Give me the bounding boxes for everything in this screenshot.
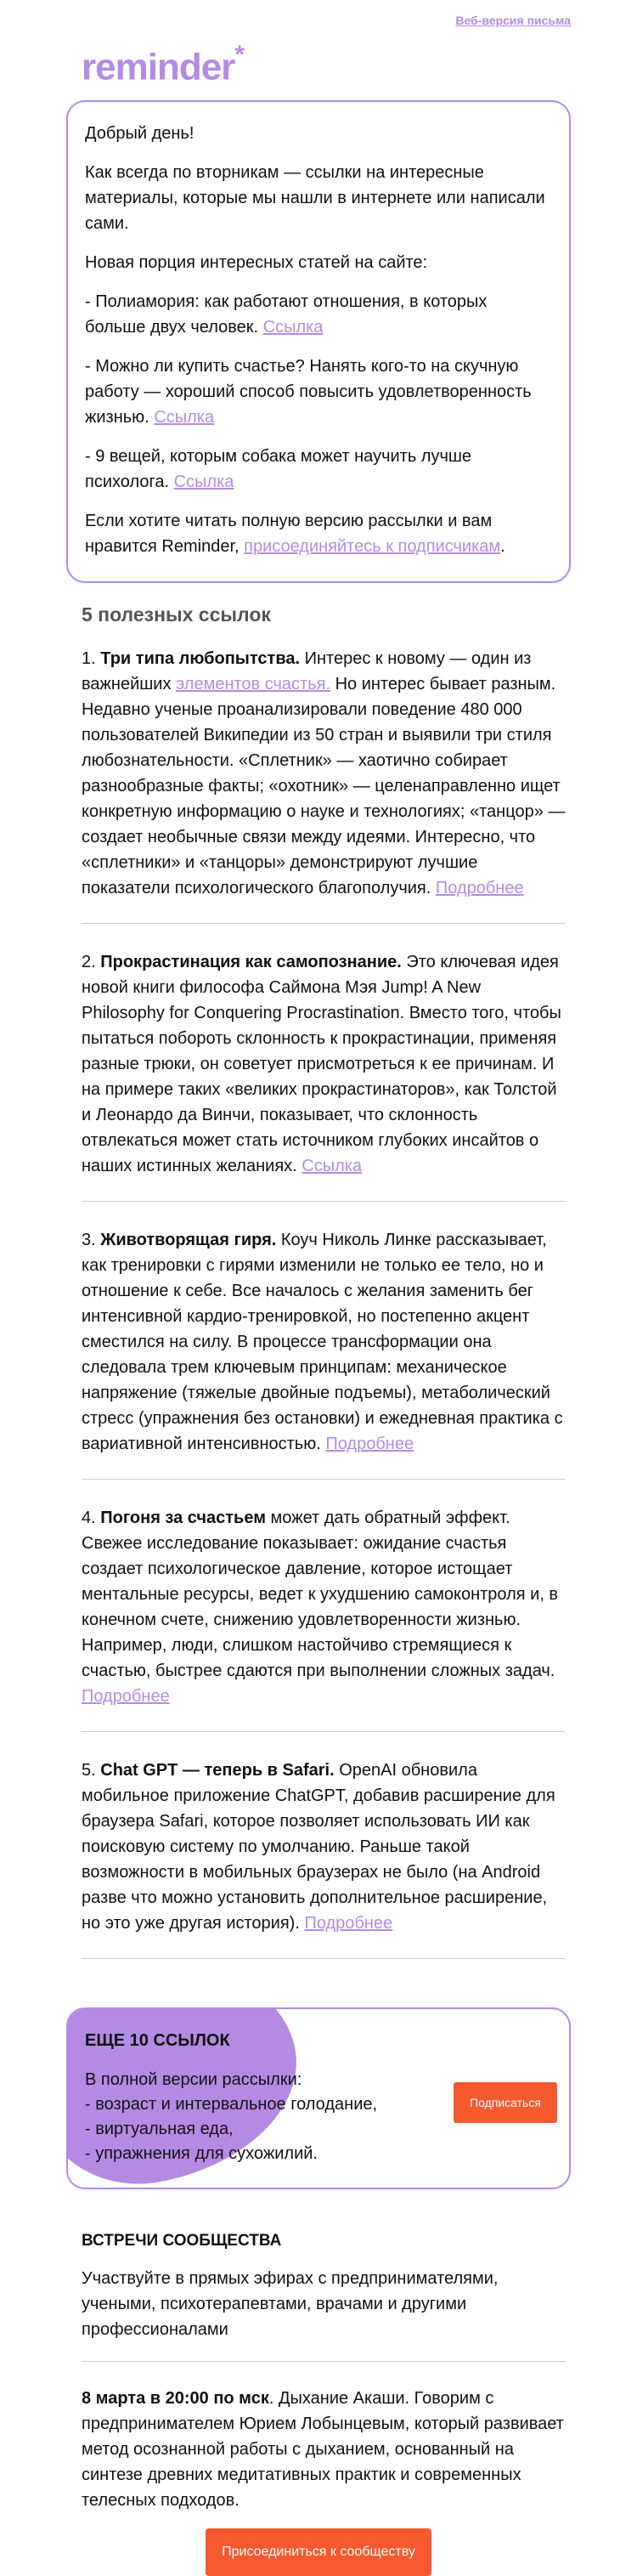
list-item <box>82 1505 566 1732</box>
logo-asterisk: * <box>234 41 244 69</box>
article-link[interactable]: Ссылка <box>173 473 234 491</box>
item-title: Три типа любопытства. <box>100 649 301 668</box>
item-text: может дать обратный эффект. Свежее исследование показывает: ожидание счастья создает психологическое давление, которое истощает ментальные ресурсы, ведет к ухудшению самоконтроля и, в конечном счете, снижению удовлетворенности жизнью. Например, люди, слишком настойчиво стремящиеся к счастью, быстрее сдаются при выполнении сложных задач. <box>82 1509 559 1680</box>
article-item <box>85 354 552 430</box>
more-links-title: ЕЩЕ 10 ССЫЛОК <box>85 2031 230 2050</box>
reminder-logo <box>82 41 244 89</box>
item-title: Животворящая гиря. <box>100 1231 277 1249</box>
community-title: ВСТРЕЧИ СООБЩЕСТВА <box>82 2232 282 2250</box>
intro-paragraph: Как всегда по вторникам — ссылки на интересные материалы, которые мы нашли в интернете или написали сами. <box>85 163 545 233</box>
item-title: Погоня за счастьем <box>100 1509 266 1527</box>
item-text: Но интерес бывает разным. Недавно ученые проанализировали поведение 480 000 пользователей Википедии из 50 стран и выявили три стиля любознательности. «Сплетник» — хаотично собирает разнообразные факты; «охотник» — целенаправленно ищет конкретную информацию о науке и технологиях; «танцор» — создает необычные связи между идеями. Интересно, что «сплетники» и «танцоры» демонстрируют лучшие показатели психологического благополучия. <box>82 675 566 897</box>
list-item <box>82 646 566 924</box>
item-title: Прокрастинация как самопознание. <box>100 953 402 971</box>
community-event <box>82 2386 566 2513</box>
article-item <box>85 289 552 340</box>
subscribe-cta <box>85 508 552 559</box>
more-line: - возраст и интервальное голодание, <box>85 2095 378 2114</box>
more-link[interactable]: Ссылка <box>302 1157 363 1175</box>
event-text: . Дыхание Акаши. Говорим с предпринимателем Юрием Лобынцевым, который развивает метод осознанной работы с дыханием, основанный на синтезе древних медитативных практик и современных телесных подходов. <box>82 2389 564 2510</box>
community-section <box>82 2232 566 2513</box>
inline-link[interactable]: элементов счастья. <box>176 675 331 694</box>
item-number: 5. <box>82 1761 101 1780</box>
subscribe-button[interactable]: Подписаться <box>454 2082 557 2123</box>
item-title: Chat GPT — теперь в Safari. <box>100 1761 335 1780</box>
web-version-link[interactable]: Веб-версия письма <box>455 14 571 27</box>
item-number: 4. <box>82 1509 101 1527</box>
greeting: Добрый день! <box>85 124 194 143</box>
list-item <box>82 1227 566 1480</box>
item-text: Коуч Николь Линке рассказывает, как тренировки с гирями изменили не только ее тело, но и отношение к себе. Все началось с желания заменить бег интенсивной кардио-тренировкой, но постепенно акцент сместился на силу. В процессе трансформации она следовала трем ключевым принципам: механическое напряжение (тяжелые двойные подъемы), метаболический стресс (упражнения без остановки) и ежедневная практика с вариативной интенсивностью. <box>82 1231 563 1453</box>
item-text: Интерес к новому — один из важнейших <box>82 649 532 694</box>
item-number: 3. <box>82 1231 101 1249</box>
intro-box <box>66 100 571 583</box>
item-text: OpenAI обновила мобильное приложение ChatGPT, добавив расширение для браузера Safari, которое позволяет использовать ИИ как поисковую систему по умолчанию. Раньше такой возможности в мобильных браузерах не было (на Android разве что можно установить дополнительное расширение, но это уже другая история). <box>82 1761 555 1933</box>
item-text: Это ключевая идея новой книги философа Саймона Мэя Jump! A New Philosophy for Conquering Procrastination. Вместо того, чтобы пытаться побороть склонность к прокрастинации, применяя разные трюки, он советует присмотреться к ее причинам. И на примере таких «великих прокрастинаторов», как Толстой и Леонардо да Винчи, показывает, что склонность отвлекаться может стать источником глубоких инсайтов о наших истинных желаниях. <box>82 953 561 1175</box>
links-section-title: 5 полезных ссылок <box>82 603 271 626</box>
more-line: В полной версии рассылки: <box>85 2070 302 2089</box>
article-link[interactable]: Ссылка <box>154 408 215 427</box>
more-link[interactable]: Подробнее <box>82 1687 170 1706</box>
list-item <box>82 949 566 1202</box>
cta-text: Если хотите читать полную версию рассылки и вам нравится Reminder, <box>85 512 493 556</box>
article-item <box>85 444 552 495</box>
item-number: 2. <box>82 953 101 971</box>
more-line: - упражнения для сухожилий. <box>85 2144 318 2163</box>
subscribe-link[interactable]: присоединяйтесь к подписчикам <box>244 537 501 556</box>
event-date: 8 марта в 20:00 по мск <box>82 2389 269 2408</box>
item-number: 1. <box>82 649 101 668</box>
more-line: - виртуальная еда, <box>85 2120 234 2138</box>
list-item <box>82 1758 566 1959</box>
article-text: - Можно ли купить счастье? Нанять кого-то на скучную работу — хороший способ повысить удовлетворенность жизнью. <box>85 357 532 427</box>
article-text: - 9 вещей, которым собака может научить лучше психолога. <box>85 447 472 491</box>
more-link[interactable]: Подробнее <box>325 1435 414 1453</box>
logo-text: reminder <box>82 46 235 88</box>
article-text: - Полиамория: как работают отношения, в которых больше двух человек. <box>85 292 488 337</box>
more-link[interactable]: Подробнее <box>304 1914 393 1933</box>
more-links-text <box>85 2068 377 2166</box>
more-link[interactable]: Подробнее <box>435 879 524 897</box>
join-community-button[interactable]: Присоединиться к сообществу <box>206 2528 431 2576</box>
more-links-box <box>66 2007 571 2189</box>
divider <box>82 2361 566 2362</box>
cta-end: . <box>500 537 505 556</box>
community-text: Участвуйте в прямых эфирах с предпринимателями, учеными, психотерапевтами, врачами и другими профессионалами <box>82 2269 499 2339</box>
more-links-content <box>85 2031 377 2166</box>
articles-intro: Новая порция интересных статей на сайте: <box>85 253 428 272</box>
article-link[interactable]: Ссылка <box>262 318 324 337</box>
links-list <box>82 646 566 1984</box>
